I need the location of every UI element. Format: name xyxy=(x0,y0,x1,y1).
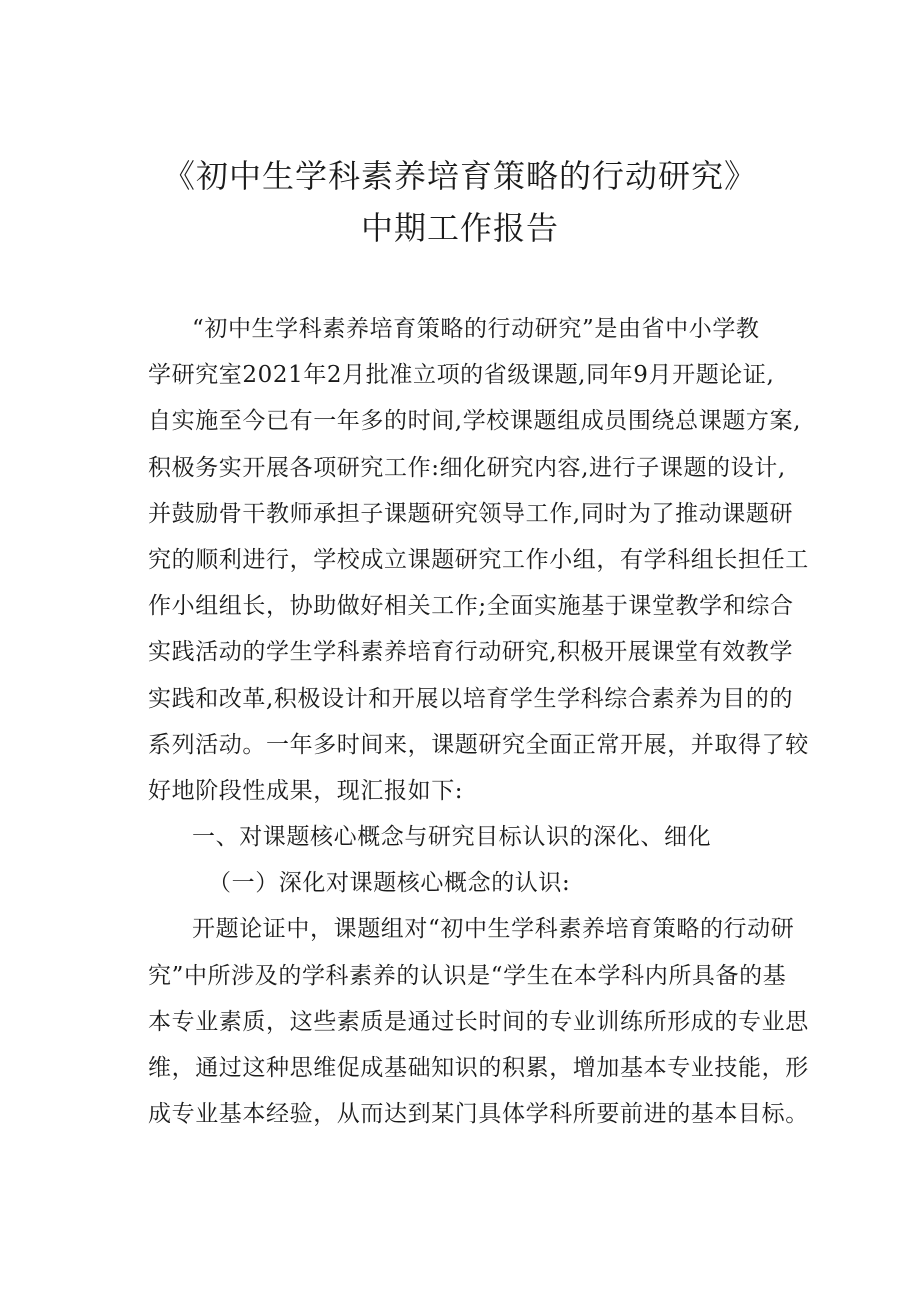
intro-line: 学研究室2021年2月批准立项的省级课题,同年9月开题论证, xyxy=(148,362,775,389)
paragraph-line: 成专业基本经验，从而达到某门具体学科所要前进的基本目标。 xyxy=(148,1101,809,1128)
intro-line: 实践和改革,积极设计和开展以培育学生学科综合素养为目的的 xyxy=(148,685,794,712)
section-heading-1: 一、对课题核心概念与研究目标认识的深化、细化 xyxy=(192,824,712,851)
document-title xyxy=(0,150,920,254)
section-heading-1-1: （一）深化对课题核心概念的认识: xyxy=(208,870,571,897)
intro-line: 实践活动的学生学科素养培育行动研究,积极开展课堂有效教学 xyxy=(148,639,794,666)
title-line-main: 《初中生学科素养培育策略的行动研究》 xyxy=(162,157,757,195)
intro-line: 并鼓励骨干教师承担子课题研究领导工作,同时为了推动课题研 xyxy=(148,500,794,527)
intro-line: 系列活动。一年多时间来，课题研究全面正常开展，并取得了较 xyxy=(148,731,809,758)
intro-line: “初中生学科素养培育策略的行动研究”是由省中小学教 xyxy=(192,316,760,342)
intro-line: 究的顺利进行，学校成立课题研究工作小组，有学科组长担任工 xyxy=(148,546,809,573)
intro-line: 好地阶段性成果，现汇报如下: xyxy=(148,777,464,804)
paragraph-line: 本专业素质，这些素质是通过长时间的专业训练所形成的专业思 xyxy=(148,1008,809,1035)
paragraph-line: 究”中所涉及的学科素养的认识是“学生在本学科内所具备的基 xyxy=(148,962,787,989)
intro-line: 自实施至今已有一年多的时间,学校课题组成员围绕总课题方案, xyxy=(148,408,802,435)
paragraph-line: 开题论证中，课题组对“初中生学科素养培育策略的行动研 xyxy=(192,916,795,943)
document-body xyxy=(148,306,809,1137)
intro-line: 作小组组长，协助做好相关工作;全面实施基于课堂教学和综合 xyxy=(148,593,794,620)
intro-line: 积极务实开展各项研究工作:细化研究内容,进行子课题的设计, xyxy=(148,454,786,481)
paragraph-line: 维，通过这种思维促成基础知识的积累，增加基本专业技能，形 xyxy=(148,1055,809,1081)
title-line-sub: 中期工作报告 xyxy=(360,209,559,247)
